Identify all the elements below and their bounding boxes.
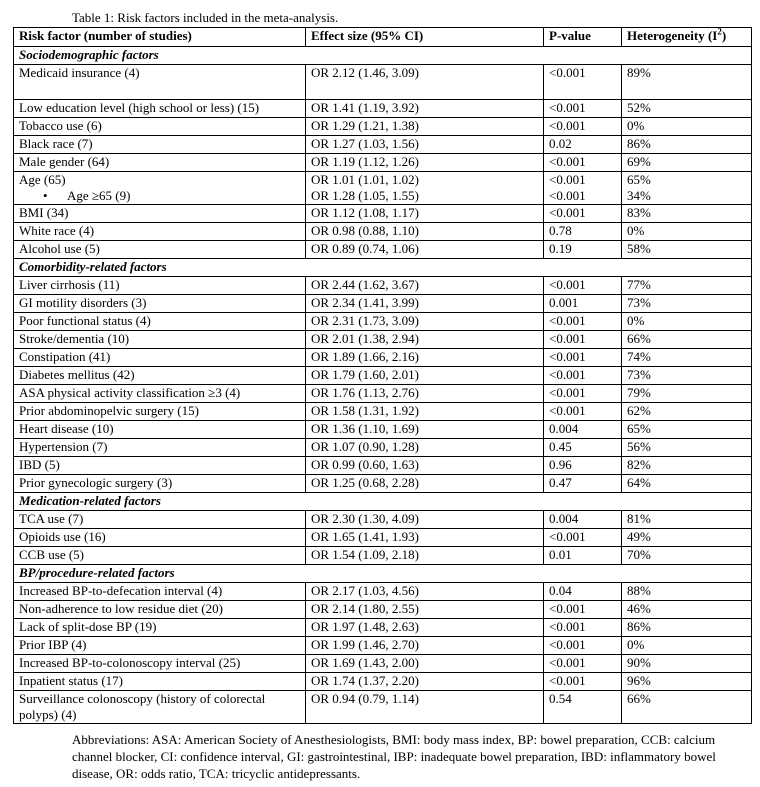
section-row (14, 493, 752, 511)
table-row (14, 65, 752, 100)
p-value-cell: 0.02 (544, 136, 622, 154)
heterogeneity-cell-main: 65% (627, 172, 651, 187)
table-row (14, 118, 752, 136)
header-heterogeneity-close: ) (721, 28, 727, 43)
effect-size-cell: OR 1.25 (0.68, 2.28) (306, 475, 544, 493)
effect-size-cell: OR 2.34 (1.41, 3.99) (306, 295, 544, 313)
effect-size-cell: OR 1.36 (1.10, 1.69) (306, 421, 544, 439)
p-value-cell: <0.001 (544, 601, 622, 619)
heterogeneity-cell: 66% (622, 691, 752, 724)
heterogeneity-cell-sub: 34% (627, 188, 651, 203)
effect-size-cell: OR 2.17 (1.03, 4.56) (306, 583, 544, 601)
heterogeneity-cell: 0% (622, 313, 752, 331)
section-heading: BP/procedure-related factors (14, 565, 752, 583)
table-row (14, 205, 752, 223)
table-row (14, 313, 752, 331)
heterogeneity-cell: 89% (622, 65, 752, 100)
effect-size-cell: OR 1.89 (1.66, 2.16) (306, 349, 544, 367)
p-value-cell: <0.001 (544, 277, 622, 295)
table-row (14, 172, 752, 205)
heterogeneity-cell: 0% (622, 223, 752, 241)
effect-size-cell (306, 172, 544, 205)
p-value-cell: 0.04 (544, 583, 622, 601)
heterogeneity-cell: 46% (622, 601, 752, 619)
table-row (14, 136, 752, 154)
effect-size-cell: OR 1.54 (1.09, 2.18) (306, 547, 544, 565)
risk-factor-cell: Male gender (64) (14, 154, 306, 172)
risk-factor-cell: Medicaid insurance (4) (14, 65, 306, 100)
table-row (14, 457, 752, 475)
risk-factor-cell: Diabetes mellitus (42) (14, 367, 306, 385)
risk-factor-cell: Low education level (high school or less) (15) (14, 100, 306, 118)
risk-factor-cell: CCB use (5) (14, 547, 306, 565)
p-value-cell: 0.54 (544, 691, 622, 724)
table-row (14, 295, 752, 313)
table-row (14, 583, 752, 601)
table-row (14, 367, 752, 385)
effect-size-cell: OR 1.41 (1.19, 3.92) (306, 100, 544, 118)
p-value-cell: <0.001 (544, 529, 622, 547)
effect-size-cell: OR 0.98 (0.88, 1.10) (306, 223, 544, 241)
table-body (14, 47, 752, 724)
p-value-cell: <0.001 (544, 205, 622, 223)
p-value-cell: <0.001 (544, 331, 622, 349)
p-value-cell: <0.001 (544, 655, 622, 673)
header-heterogeneity-text: Heterogeneity (I (627, 28, 718, 43)
section-heading: Medication-related factors (14, 493, 752, 511)
p-value-cell: <0.001 (544, 367, 622, 385)
p-value-cell: <0.001 (544, 673, 622, 691)
heterogeneity-cell: 62% (622, 403, 752, 421)
risk-factor-cell: Stroke/dementia (10) (14, 331, 306, 349)
p-value-cell-main: <0.001 (549, 172, 586, 187)
p-value-cell: <0.001 (544, 100, 622, 118)
table-row (14, 655, 752, 673)
risk-factor-table (13, 27, 752, 724)
p-value-cell: 0.01 (544, 547, 622, 565)
effect-size-cell: OR 0.89 (0.74, 1.06) (306, 241, 544, 259)
p-value-cell: <0.001 (544, 619, 622, 637)
heterogeneity-cell: 77% (622, 277, 752, 295)
risk-factor-cell: Black race (7) (14, 136, 306, 154)
p-value-cell: 0.96 (544, 457, 622, 475)
header-heterogeneity-sup: 2 (717, 26, 722, 37)
effect-size-cell: OR 1.79 (1.60, 2.01) (306, 367, 544, 385)
effect-size-cell: OR 0.99 (0.60, 1.63) (306, 457, 544, 475)
table-row (14, 331, 752, 349)
effect-size-cell: OR 1.58 (1.31, 1.92) (306, 403, 544, 421)
heterogeneity-cell: 0% (622, 118, 752, 136)
effect-size-cell: OR 1.07 (0.90, 1.28) (306, 439, 544, 457)
heterogeneity-cell: 70% (622, 547, 752, 565)
risk-factor-cell: TCA use (7) (14, 511, 306, 529)
effect-size-cell: OR 2.44 (1.62, 3.67) (306, 277, 544, 295)
effect-size-cell: OR 1.29 (1.21, 1.38) (306, 118, 544, 136)
header-effect-size: Effect size (95% CI) (306, 28, 544, 47)
risk-factor-cell: Tobacco use (6) (14, 118, 306, 136)
heterogeneity-cell: 86% (622, 619, 752, 637)
table-row (14, 637, 752, 655)
risk-factor-cell: ASA physical activity classification ≥3 (4) (14, 385, 306, 403)
heterogeneity-cell: 0% (622, 637, 752, 655)
p-value-cell (544, 172, 622, 205)
risk-factor-cell: Prior IBP (4) (14, 637, 306, 655)
table-row (14, 421, 752, 439)
heterogeneity-cell: 66% (622, 331, 752, 349)
effect-size-cell: OR 1.69 (1.43, 2.00) (306, 655, 544, 673)
risk-factor-cell: Prior abdominopelvic surgery (15) (14, 403, 306, 421)
table-row (14, 475, 752, 493)
effect-size-cell-sub: OR 1.28 (1.05, 1.55) (311, 188, 419, 203)
risk-factor-cell: Surveillance colonoscopy (history of colorectal polyps) (4) (14, 691, 306, 724)
abbreviations-note: Abbreviations: ASA: American Society of Anesthesiologists, BMI: body mass index, BP: bowel preparation, CCB: calcium channel blocker, CI: confidence interval, GI: gastrointestinal, IBP: inadequate bowel preparation, IBD: inflammatory bowel disease, OR: odds ratio, TCA: tricyclic antidepressants. (72, 732, 716, 781)
p-value-cell: <0.001 (544, 313, 622, 331)
p-value-cell-sub: <0.001 (549, 188, 586, 203)
heterogeneity-cell: 56% (622, 439, 752, 457)
heterogeneity-cell: 96% (622, 673, 752, 691)
p-value-cell: 0.004 (544, 421, 622, 439)
effect-size-cell: OR 0.94 (0.79, 1.14) (306, 691, 544, 724)
p-value-cell: 0.45 (544, 439, 622, 457)
risk-factor-cell: Prior gynecologic surgery (3) (14, 475, 306, 493)
p-value-cell: <0.001 (544, 349, 622, 367)
risk-factor-cell: Poor functional status (4) (14, 313, 306, 331)
p-value-cell: <0.001 (544, 118, 622, 136)
risk-factor-cell: BMI (34) (14, 205, 306, 223)
table-row (14, 403, 752, 421)
heterogeneity-cell: 86% (622, 136, 752, 154)
heterogeneity-cell: 73% (622, 367, 752, 385)
table-row (14, 673, 752, 691)
effect-size-cell: OR 1.74 (1.37, 2.20) (306, 673, 544, 691)
header-p-value: P-value (544, 28, 622, 47)
table-row (14, 439, 752, 457)
risk-factor-cell: Hypertension (7) (14, 439, 306, 457)
heterogeneity-cell: 52% (622, 100, 752, 118)
section-row (14, 259, 752, 277)
risk-factor-cell: Non-adherence to low residue diet (20) (14, 601, 306, 619)
heterogeneity-cell: 83% (622, 205, 752, 223)
heterogeneity-cell: 49% (622, 529, 752, 547)
bullet-icon: • (43, 188, 48, 203)
table-row (14, 619, 752, 637)
table-header-row (14, 28, 752, 47)
heterogeneity-cell (622, 172, 752, 205)
heterogeneity-cell: 73% (622, 295, 752, 313)
risk-factor-cell: Lack of split-dose BP (19) (14, 619, 306, 637)
risk-factor-cell: White race (4) (14, 223, 306, 241)
risk-factor-cell: Constipation (41) (14, 349, 306, 367)
p-value-cell: <0.001 (544, 154, 622, 172)
effect-size-cell: OR 1.76 (1.13, 2.76) (306, 385, 544, 403)
effect-size-cell: OR 1.97 (1.48, 2.63) (306, 619, 544, 637)
risk-factor-cell: IBD (5) (14, 457, 306, 475)
table-row (14, 223, 752, 241)
p-value-cell: 0.001 (544, 295, 622, 313)
heterogeneity-cell: 69% (622, 154, 752, 172)
table-row (14, 511, 752, 529)
header-risk-factor: Risk factor (number of studies) (14, 28, 306, 47)
table-caption: Table 1: Risk factors included in the meta-analysis. (72, 10, 339, 25)
risk-factor-cell-sub (19, 188, 305, 204)
effect-size-cell: OR 2.01 (1.38, 2.94) (306, 331, 544, 349)
p-value-cell: 0.78 (544, 223, 622, 241)
effect-size-cell: OR 2.31 (1.73, 3.09) (306, 313, 544, 331)
section-heading: Sociodemographic factors (14, 47, 752, 65)
table-row (14, 241, 752, 259)
effect-size-cell: OR 1.27 (1.03, 1.56) (306, 136, 544, 154)
p-value-cell: 0.47 (544, 475, 622, 493)
heterogeneity-cell: 64% (622, 475, 752, 493)
table-row (14, 154, 752, 172)
risk-factor-cell-main: Age (65) (19, 172, 66, 187)
p-value-cell: <0.001 (544, 403, 622, 421)
risk-factor-cell: Opioids use (16) (14, 529, 306, 547)
heterogeneity-cell: 65% (622, 421, 752, 439)
heterogeneity-cell: 81% (622, 511, 752, 529)
effect-size-cell: OR 1.12 (1.08, 1.17) (306, 205, 544, 223)
table-row (14, 601, 752, 619)
risk-factor-cell: GI motility disorders (3) (14, 295, 306, 313)
p-value-cell: 0.004 (544, 511, 622, 529)
effect-size-cell: OR 1.99 (1.46, 2.70) (306, 637, 544, 655)
table-row (14, 277, 752, 295)
header-heterogeneity (622, 28, 752, 47)
effect-size-cell: OR 2.30 (1.30, 4.09) (306, 511, 544, 529)
risk-factor-cell: Increased BP-to-defecation interval (4) (14, 583, 306, 601)
table-row (14, 547, 752, 565)
section-row (14, 565, 752, 583)
heterogeneity-cell: 82% (622, 457, 752, 475)
table-row (14, 385, 752, 403)
risk-factor-cell (14, 172, 306, 205)
heterogeneity-cell: 74% (622, 349, 752, 367)
heterogeneity-cell: 90% (622, 655, 752, 673)
table-row (14, 691, 752, 724)
p-value-cell: <0.001 (544, 65, 622, 100)
effect-size-cell: OR 1.19 (1.12, 1.26) (306, 154, 544, 172)
risk-factor-cell: Increased BP-to-colonoscopy interval (25) (14, 655, 306, 673)
heterogeneity-cell: 88% (622, 583, 752, 601)
p-value-cell: <0.001 (544, 637, 622, 655)
p-value-cell: 0.19 (544, 241, 622, 259)
section-heading: Comorbidity-related factors (14, 259, 752, 277)
effect-size-cell: OR 2.12 (1.46, 3.09) (306, 65, 544, 100)
sub-factor-label: Age ≥65 (9) (67, 188, 131, 203)
p-value-cell: <0.001 (544, 385, 622, 403)
effect-size-cell: OR 1.65 (1.41, 1.93) (306, 529, 544, 547)
section-row (14, 47, 752, 65)
risk-factor-cell: Inpatient status (17) (14, 673, 306, 691)
effect-size-cell-main: OR 1.01 (1.01, 1.02) (311, 172, 419, 187)
effect-size-cell: OR 2.14 (1.80, 2.55) (306, 601, 544, 619)
risk-factor-cell: Alcohol use (5) (14, 241, 306, 259)
table-row (14, 349, 752, 367)
heterogeneity-cell: 79% (622, 385, 752, 403)
heterogeneity-cell: 58% (622, 241, 752, 259)
table-row (14, 100, 752, 118)
table-row (14, 529, 752, 547)
risk-factor-cell: Liver cirrhosis (11) (14, 277, 306, 295)
risk-factor-cell: Heart disease (10) (14, 421, 306, 439)
